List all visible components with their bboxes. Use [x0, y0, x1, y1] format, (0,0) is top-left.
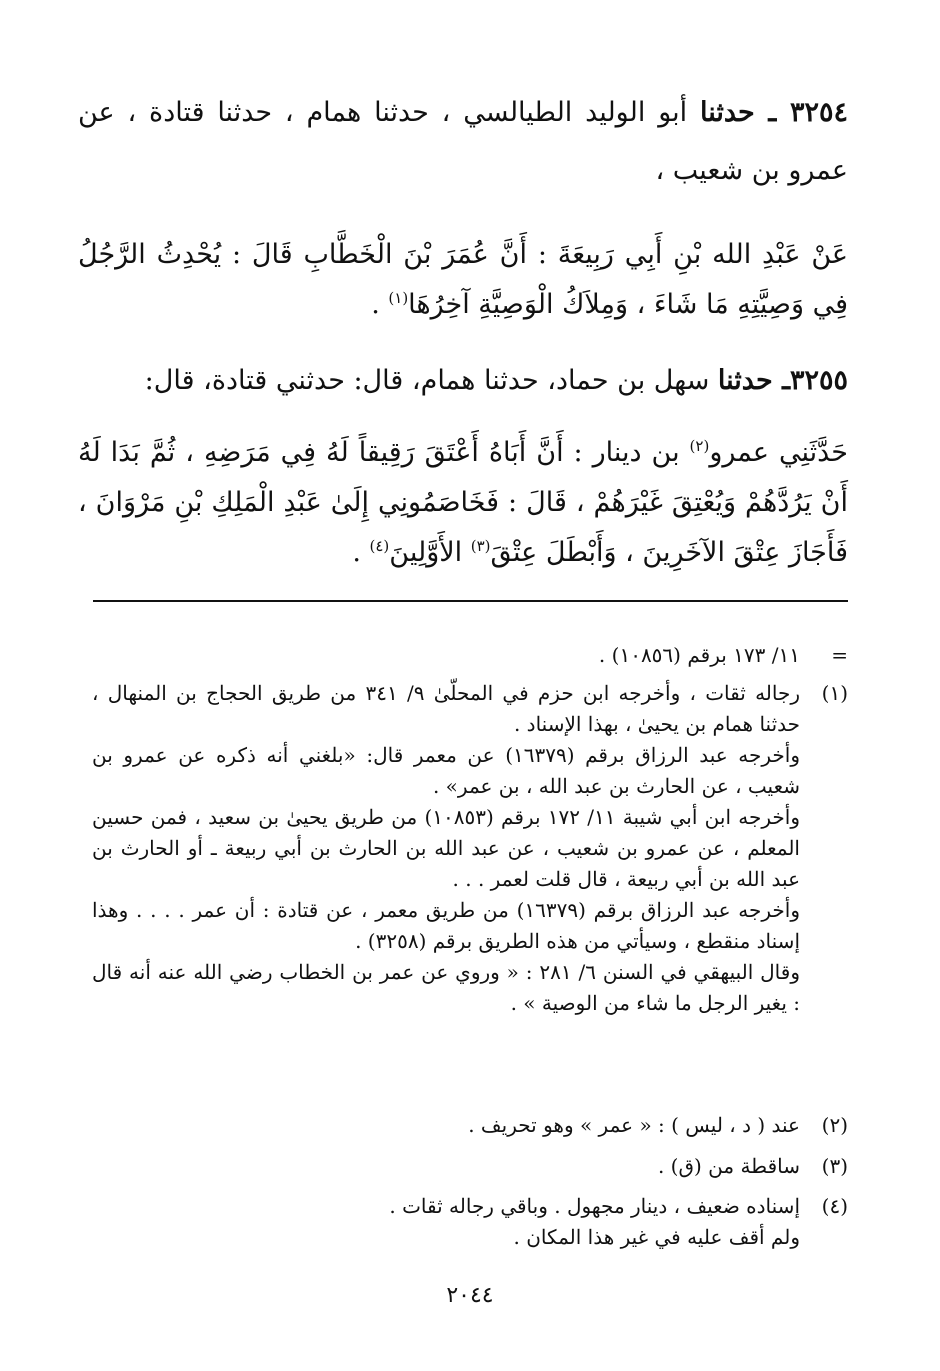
- footnote-ref: (٢): [689, 437, 710, 455]
- footnote-2-body: عند ( د ، ليس ) : « عمر » وهو تحريف .: [468, 1113, 800, 1137]
- footnote-1-mark: (١): [821, 681, 848, 705]
- footnote-paragraph: إسناده ضعيف ، دينار مجهول . وباقي رجاله ثقات .: [389, 1194, 800, 1218]
- footnote-paragraph: وقال البيهقي في السنن ٦/ ٢٨١ : « وروي عن عمر بن الخطاب رضي الله عنه أنه قال : يغير الرجل ما شاء من الوصية » .: [92, 960, 800, 1015]
- hadith-3254-isnad: [78, 84, 848, 200]
- footnote-ref: (٣): [470, 537, 491, 555]
- footnote-4-mark: (٤): [821, 1194, 848, 1218]
- footnote-ref: (١): [388, 289, 409, 307]
- footnote-paragraph: وأخرجه عبد الرزاق برقم (١٦٣٧٩) عن معمر قال: «بلغني أنه ذكره عن عمرو بن شعيب ، عن الحارث بن عبد الله ، بن عمر» .: [92, 743, 800, 798]
- footnote-separator: [93, 600, 848, 602]
- hadith-3255-isnad: [78, 352, 848, 410]
- isnad-text: أبو الوليد الطيالسي ، حدثنا همام ، حدثنا قتادة ، عن عمرو بن شعيب ،: [78, 97, 848, 186]
- matn-text: عَنْ عَبْدِ الله بْنِ أَبِي رَبِيعَةَ : أَنَّ عُمَرَ بْنَ الْخَطَّابِ قَالَ : يُحْدِثُ الرَّجُلُ فِي وَصِيَّتِهِ مَا شَاءَ ، وَمِلاَكُ الْوَصِيَّةِ آخِرُهَا: [78, 239, 848, 320]
- footnote-paragraph: ولم أقف عليه في غير هذا المكان .: [513, 1225, 800, 1249]
- footnote-3-mark: (٣): [821, 1154, 848, 1178]
- footnote-4-body: [92, 1191, 800, 1253]
- hadith-3255-matn: حَدَّثَنِي عمرو$^{(٢)}$ بن دينار : أَنَّ أَبَاهُ أَعْتَقَ رَقِيقاً لَهُ فِي مَرَضِهِ ، ثُمَّ بَدَا لَهُ أَنْ يَرُدَّهُمْ وَيُعْتِقَ غَيْرَهُمْ ، قَالَ : فَخَاصَمُونِي إِلَىٰ عَبْدِ الْمَلِكِ بْنِ مَرْوَانَ ، فَأَجَازَ عِتْقَ الآخَرِينَ ، وَأَبْطَلَ عِتْقَ$^{(٣)}$ الأَوَّلِينَ$^{(٤)}$ .: [78, 437, 848, 568]
- footnote-paragraph: وأخرجه ابن أبي شيبة ١١/ ١٧٢ برقم (١٠٨٥٣) من طريق يحيىٰ بن سعيد ، فمن حسين المعلم ، عن عمرو بن شعيب ، عن عبد الله بن الحارث بن أبي ربيعة ـ أو الحارث بن عبد الله بن أبي ربيعة ، قال قلت لعمر . . .: [92, 805, 800, 891]
- hadith-number: ٣٢٥٥ـ حدثنا: [717, 365, 848, 396]
- footnote-3-body: ساقطة من (ق) .: [657, 1154, 800, 1178]
- hadith-3254-matn: عَنْ عَبْدِ الله بْنِ أَبِي رَبِيعَةَ : أَنَّ عُمَرَ بْنَ الْخَطَّابِ قَالَ : يُحْدِثُ الرَّجُلُ فِي وَصِيَّتِهِ مَا شَاءَ ، وَمِلاَكُ الْوَصِيَّةِ آخِرُهَا$^{(١)}$ .: [78, 239, 848, 320]
- isnad-text: سهل بن حماد، حدثنا همام، قال: حدثني قتادة، قال:: [144, 365, 710, 396]
- footnote-1-body: [92, 678, 800, 1019]
- footnote-2-mark: (٢): [821, 1113, 848, 1137]
- footnote-ref: (٤): [369, 537, 390, 555]
- carry-over-mark: =: [831, 643, 848, 667]
- carry-over-text: ١١/ ١٧٣ برقم (١٠٨٥٦) .: [598, 643, 800, 667]
- footnote-paragraph: وأخرجه عبد الرزاق برقم (١٦٣٧٩) من طريق معمر ، عن قتادة : أن عمر . . . . وهذا إسناد منقطع ، وسيأتي من هذه الطريق برقم (٣٢٥٨) .: [92, 898, 800, 953]
- page-number: ٢٠٤٤: [446, 1283, 494, 1308]
- hadith-number: ٣٢٥٤ ـ حدثنا: [700, 97, 848, 128]
- footnote-paragraph: رجاله ثقات ، وأخرجه ابن حزم في المحلّىٰ ٩/ ٣٤١ من طريق الحجاج بن المنهال ، حدثنا همام بن يحيىٰ ، بهذا الإسناد .: [92, 681, 801, 736]
